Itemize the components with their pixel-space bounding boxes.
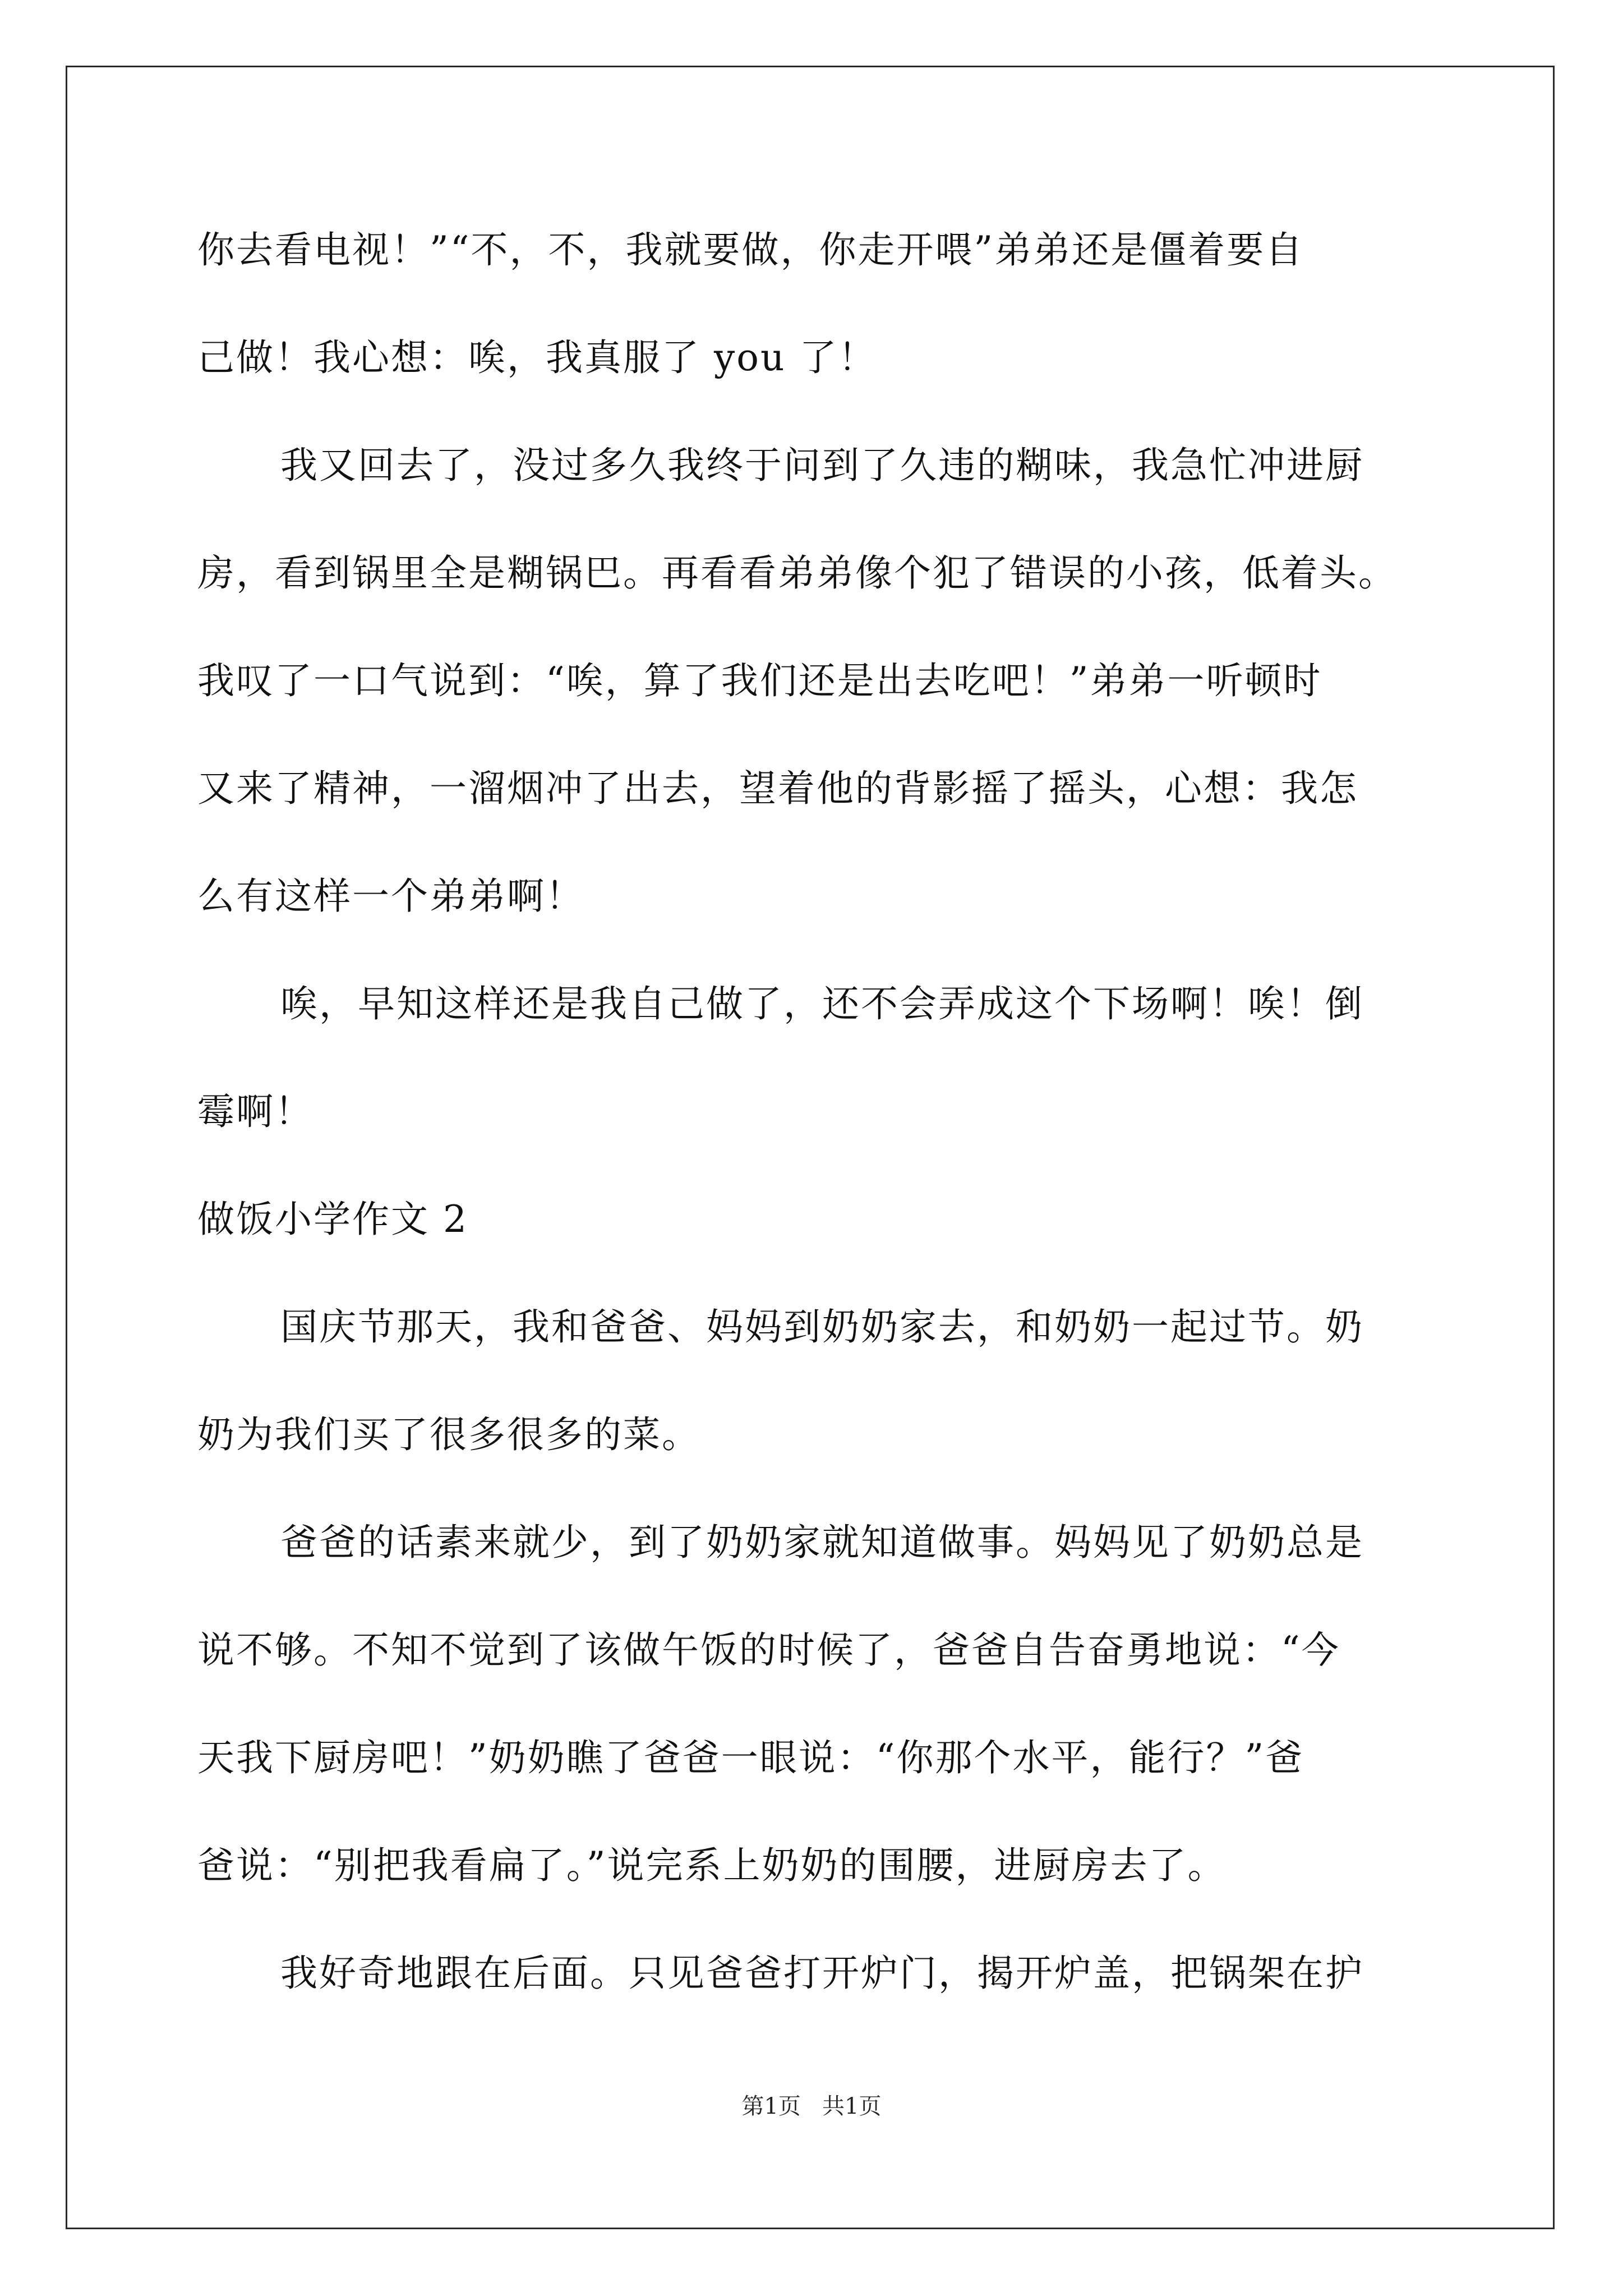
text-line: 国庆节那天，我和爸爸、妈妈到奶奶家去，和奶奶一起过节。奶 xyxy=(280,1305,1364,1349)
text-line: 我好奇地跟在后面。只见爸爸打开炉门，揭开炉盖，把锅架在护 xyxy=(280,1952,1364,1995)
section-heading: 做饭小学作文 2 xyxy=(197,1198,468,1241)
text-line: 奶为我们买了很多很多的菜。 xyxy=(197,1413,700,1456)
page-border xyxy=(66,66,1555,2229)
text-line: 说不够。不知不觉到了该做午饭的时候了，爸爸自告奋勇地说：“今 xyxy=(197,1628,1340,1672)
text-line: 爸说：“别把我看扁了。”说完系上奶奶的围腰，进厨房去了。 xyxy=(197,1844,1227,1887)
text-line: 又来了精神，一溜烟冲了出去，望着他的背影摇了摇头，心想：我怎 xyxy=(197,767,1358,810)
text-line: 你去看电视！”“不，不，我就要做，你走开喂”弟弟还是僵着要自 xyxy=(197,228,1304,272)
text-line: 爸爸的话素来就少，到了奶奶家就知道做事。妈妈见了奶奶总是 xyxy=(280,1521,1364,1564)
text-line: 房，看到锅里全是糊锅巴。再看看弟弟像个犯了错误的小孩，低着头。 xyxy=(197,551,1397,595)
text-line: 我又回去了，没过多久我终于问到了久违的糊味，我急忙冲进厨 xyxy=(280,444,1364,487)
text-line: 霉啊！ xyxy=(197,1090,313,1133)
text-line: 天我下厨房吧！”奶奶瞧了爸爸一眼说：“你那个水平，能行？”爸 xyxy=(197,1736,1304,1779)
text-line: 唉，早知这样还是我自己做了，还不会弄成这个下场啊！唉！倒 xyxy=(280,982,1364,1025)
text-line: 我叹了一口气说到：“唉，算了我们还是出去吃吧！”弟弟一听顿时 xyxy=(197,659,1322,702)
page-footer: 第1页 共1页 xyxy=(741,2093,882,2119)
text-line: 己做！我心想：唉，我真服了 you 了！ xyxy=(197,336,877,379)
text-line: 么有这样一个弟弟啊！ xyxy=(197,875,584,918)
